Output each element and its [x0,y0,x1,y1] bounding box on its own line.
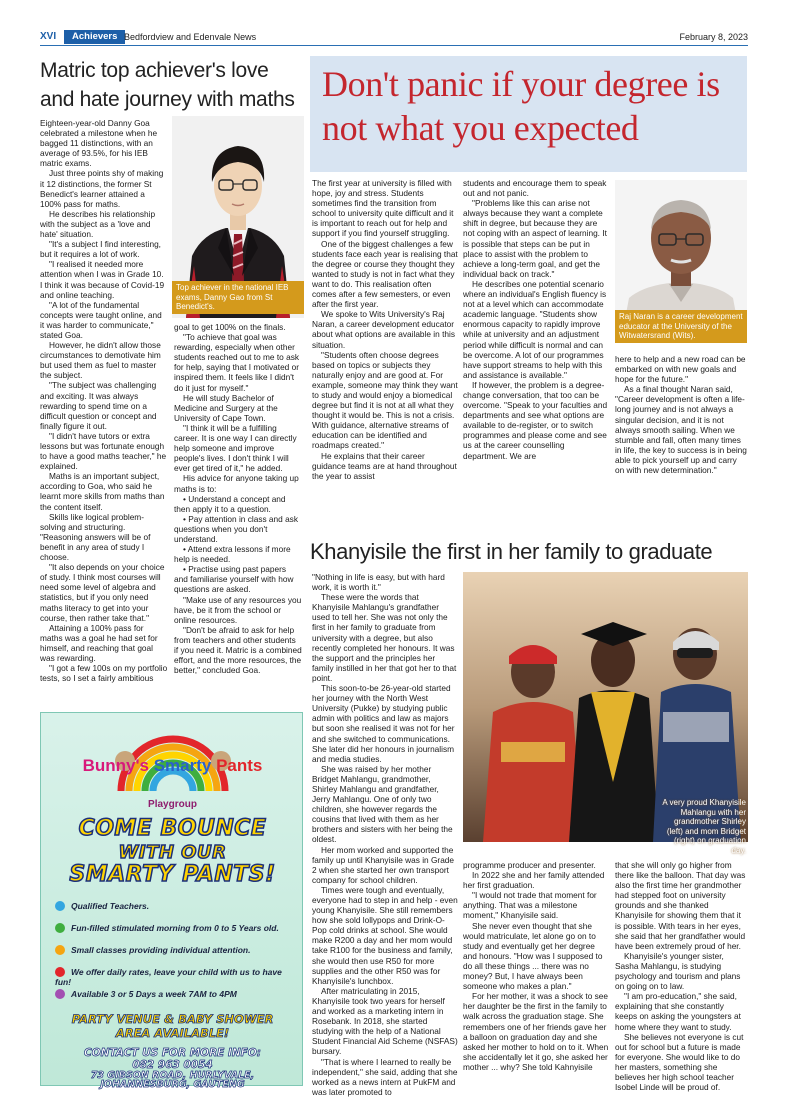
ad-headline-1: COME BOUNCE [78,816,267,841]
page-number: XVI [40,31,57,42]
paragraph: students and encourage them to speak out and not panic. [463,178,607,199]
paragraph: She never even thought that she would matriculate, let alone go on to study and eventually get her degree and honours. "How was I supposed to do all these things ... there was no money? But, I have always been someone who makes a plan." [463,920,603,992]
paragraph: "I think it will be a fulfilling career. It is one way I can directly help someone and improve people's lives. I don't think I will ever get tired of it," he added. [174,422,297,474]
ad-feature-text: Fun-filled stimulated morning from 0 to 5 Years old. [71,923,279,933]
paragraph: Eighteen-year-old Danny Goa celebrated a milestone when he bagged 11 distinctions, with an average of 93.5%, for his IEB matric exams. [40,118,158,169]
paragraph: that she will only go higher from there like the balloon. That day was also the first time her grandmother had stepped foot on university grounds and she thanked Khanyisile for showing them that it is possible. With tears in her eyes, she said that her grandfather would have been extremely proud of her. [615,860,746,951]
story3-column-3 [615,860,748,1093]
story1-column-1-cont [40,448,168,704]
paragraph: She believes not everyone is cut out for school but a future is made for everyone. She would like to do her masters, something she believes her high school teacher Isobel Linde will be proud of. [615,1031,744,1093]
paragraph: Just three points shy of making it 12 distinctions, the former St Benedict's learner attained a 100% pass for maths. [40,168,164,209]
paragraph: He describes his relationship with the subject as a 'love and hate' situation. [40,208,156,240]
ad-logo-line-1: Bunny's [82,756,149,775]
ad-feature-item [55,989,299,1011]
paragraph: "To achieve that goal was rewarding, especially when other students reached out to me to ask for help, saying that I motivated or inspired them. It feels like I didn't do it just for myself." [174,332,299,393]
paragraph: "Students often choose degrees based on topics or subjects they naturally enjoy and are good at. For example, someone may think they want to study and would enjoy a biomedical degree but find it is not at all what they thought it would be. This is not a crisis. With guidance, alternative streams of education can be identified and roadmaps created." [312,349,458,451]
bullet-dot-icon [55,923,65,933]
paragraph: He will study Bachelor of Medicine and Surgery at the University of Cape Town. [174,392,278,423]
ad-feature-text: Small classes providing individual attention. [71,945,251,955]
bullet-dot-icon [55,989,65,999]
ad-logo-text [41,757,304,774]
paragraph: Skills like logical problem-solving and structuring. "Reasoning answers will be of benefit in any area of study I choose. [40,511,151,563]
page-header [40,30,748,46]
story1-column-1 [40,118,168,684]
story2-photo-caption: Raj Naran is a career development educator at the University of the Witwatersrand (Wits). [615,310,747,343]
ad-feature-text: Available 3 or 5 Days a week 7AM to 4PM [71,989,237,999]
bullet-item: • Attend extra lessons if more help is needed. [174,544,291,565]
story2-column-3 [615,354,748,528]
paragraph: goal to get 100% on the finals. [174,322,286,332]
ad-feature-text: We offer daily rates, leave your child with us to have fun! [55,967,282,987]
story2-photo [615,180,747,330]
bullet-dot-icon [55,901,65,911]
ad-headline-3: SMARTY PANTS! [69,862,276,887]
ad-feature-text: Qualified Teachers. [71,901,150,911]
educator-portrait-image [615,180,747,330]
paragraph: If however, the problem is a degree-change conversation, that too can be overcome. "Speak to your faculties and departments and see what options are available to de-register, or to switch programmes and please come and see us at the career counselling department. We are [463,379,608,461]
paragraph: "I am pro-education," she said, explaining that she constantly keeps on asking the youngsters at home where they want to study. [615,991,741,1032]
paragraph: Maths is an important subject, according to Goa, who said he learnt more skills from maths than the content itself. [40,471,165,512]
story1-photo-caption: Top achiever in the national IEB exams, Danny Gao from St Benedict's. [172,281,304,314]
paragraph: Times were tough and eventually, everyone had to step in and help - even young Khanyisile. She still remembers how she sold lollypops and Drink-O-Pop cold drinks at school. She would make R200 a day and her mom would take R100 for the business and family, she would then use R50 for more supplies and the other R50 was for Khanyisile's lunchbox. [312,884,458,986]
paper-name: Bedfordview and Edenvale News [124,32,257,42]
ad-venue-line-2: AREA AVAILABLE! [115,1026,230,1040]
paragraph: Her mom worked and supported the family up until Khanyisile was in Grade 2 when she started her own transport company for school children. [312,844,455,885]
paragraph: "Problems like this can arise not always because they want a complete shift in degree, but because they are not coping with an aspect of learning. It is possible that steps can be put in place to assist with the problem to achieve a long-term goal, and get the individual back on track." [463,198,607,279]
paragraph: "It's a subject I find interesting, but it requires a lot of work. [40,239,161,260]
bullet-item: • Pay attention in class and ask questions when you don't understand. [174,513,298,544]
paragraph: However, he didn't allow those circumstances to demotivate him but used them as fuel to master the subject. [40,340,161,381]
bullet-item: • Understand a concept and then apply it to a question. [174,493,286,514]
paragraph: One of the biggest challenges a few students face each year is realising that the degree or course they thought they wanted to study is not in fact what they want to do. This realisation often comes after a few semesters, or even after the first year. [312,238,458,310]
ad-feature-item [55,967,299,989]
paragraph: "I got a few 100s on my portfolio tests, so I set a fairly ambitious [40,663,168,684]
paragraph: "I didn't have tutors or extra lessons but was fortunate enough to have a good maths teacher," he explained. [40,430,167,472]
ad-contact-phone: 082 963 0054 [132,1059,213,1071]
paragraph: This soon-to-be 26-year-old started her journey with the North West University (Pukke) by studying public admin with politics and law as majors but soon she realised it was not for her and she switched to communications. She later did her honours in journalism and media studies. [312,683,455,764]
ad-feature-list [55,901,299,1011]
paragraph: "Don't be afraid to ask for help from teachers and other students if you need it. Matric is a combined effort, and the more resources, the better," concluded Goa. [174,624,302,676]
story2-headline: Don't panic if your degree is not what you expected [322,64,720,148]
ad-contact-address-1: 73 GIBSON ROAD, HURLYVALE, [90,1070,255,1081]
paragraph: As a final thought Naran said, "Career development is often a life-long journey and is not always a singular decision, and it is not always smooth sailing. When we stumble and fall, often many times in life, the key to success is in being able to pick yourself up and carry on with new determination." [615,384,747,476]
section-tab: Achievers [64,30,125,44]
ad-contact-address-2: JOHANNESBURG, GAUTENG [100,1079,245,1090]
ad-venue-line-1: PARTY VENUE & BABY SHOWER [71,1012,274,1026]
paragraph: "The subject was challenging and exciting. It was always rewarding to spend time on a difficult question or concept and finally figure it out. [40,380,157,431]
paragraph: "A lot of the fundamental concepts were taught online, and it was harder to communicate," stated Goa. [40,299,162,340]
paragraph: He explains that their career guidance teams are at hand throughout the year to assist [312,450,457,481]
story1-headline: Matric top achiever's love and hate journey with maths [40,59,295,111]
paragraph: here to help and a new road can be embarked on with new goals and hope for the future." [615,354,746,385]
paragraph: programme producer and presenter. [463,860,596,870]
paragraph: "Nothing in life is easy, but with hard work, it is worth it." [312,572,445,593]
ad-feature-item [55,923,299,945]
paragraph: "I realised it needed more attention when I was in Grade 10. I think it was because of Covid-19 and online teaching. [40,259,165,300]
ad-logo-line-3: Pants [216,756,263,775]
story1-column-2 [174,322,302,706]
paragraph: These were the words that Khanyisile Mahlangu's grandfather used to tell her. She was not only the first in her family to graduate from university with a degree, but also recently completed her honours. It was the support and the principles her family instilled in her that got her to that point. [312,592,457,683]
issue-date: February 8, 2023 [679,32,748,42]
paragraph: After matriculating in 2015, Khanyisile took two years for herself and worked as a marketing intern in Rosebank. In 2018, she started studying with the help of a National Student Financial Aid Scheme (NSFAS) bursary. [312,985,458,1057]
ad-feature-item [55,901,299,923]
story2-column-2 [463,178,609,528]
paragraph: For her mother, it was a shock to see her daughter be the first in the family to walk across the graduation stage. She remembers one of her friends gave her a balloon on graduation day and she asked her mother to hold on to it. When she accidentally let it go, she asked her mother ... why? She told Kahnyisile [463,991,609,1072]
paragraph: We spoke to Wits University's Raj Naran, a career development educator about what options are available in this situation. [312,309,455,350]
ad-logo-line-2: Smarty [153,756,212,775]
bullet-dot-icon [55,967,65,977]
paragraph: She was raised by her mother Bridget Mahlangu, grandmother, Shirley Mahlangu and grandfather, Jerry Mahlangu. One of only two children, she however regards the cousins that lived with them as her brothers and sisters with her being the oldest. [312,763,453,845]
bullet-item: • Practise using past papers and familiarise yourself with how questions are asked. [174,564,294,595]
paragraph: "Make use of any resources you have, be it from the school or online resources. [174,594,302,625]
ad-feature-item [55,945,299,967]
paragraph: "That is where I learned to really be independent," she said, adding that she worked as a news intern at PukFM and was later promoted to [312,1056,458,1097]
paragraph: His advice for anyone taking up maths is to: [174,473,299,494]
story3-column-2 [463,860,609,1086]
paragraph: In 2022 she and her family attended her first graduation. [463,870,605,891]
paragraph: Khanyisile's younger sister, Sasha Mahlangu, is studying psychology and tourism and plans on going on to law. [615,950,741,992]
bullet-dot-icon [55,945,65,955]
story3-photo-caption: A very proud Khanyisile Mahlangu with her grandmother Shirley (left) and mom Bridget (right) on graduation day. [662,798,746,855]
ad-contact-heading: CONTACT US FOR MORE INFO: [84,1047,261,1059]
playgroup-advert [40,712,303,1090]
paragraph: He describes one potential scenario where an individual's English fluency is not at a level which can accommodate academic language. "Students show enormous capacity to rapidly improve while at university and an adjustment period while difficult is normal and can be overcome. A lot of our programmes have support streams to help with this and assistance is available." [463,278,607,380]
ad-headline-2: WITH OUR [118,842,227,863]
paragraph: "I would not trade that moment for anything. That was a milestone moment," Khanyisile said. [463,890,597,921]
paragraph: "It also depends on your choice of study. I think most courses will need some level of algebra and statistics, but if you only need maths literacy to get into your course, then rather take that." [40,562,165,623]
paragraph: Attaining a 100% pass for maths was a goal he had set for himself, and reaching that goal was rewarding. [40,622,158,663]
paragraph: The first year at university is filled with hope, joy and stress. Students sometimes find the transition from school to university quite difficult and it is important to reach out for help and support if you find yourself struggling. [312,178,454,239]
story3-headline: Khanyisile the first in her family to graduate [310,539,713,564]
story2-column-1 [312,178,458,528]
ad-logo-subtitle: Playgroup [148,799,197,810]
story3-column-1 [312,572,458,1097]
